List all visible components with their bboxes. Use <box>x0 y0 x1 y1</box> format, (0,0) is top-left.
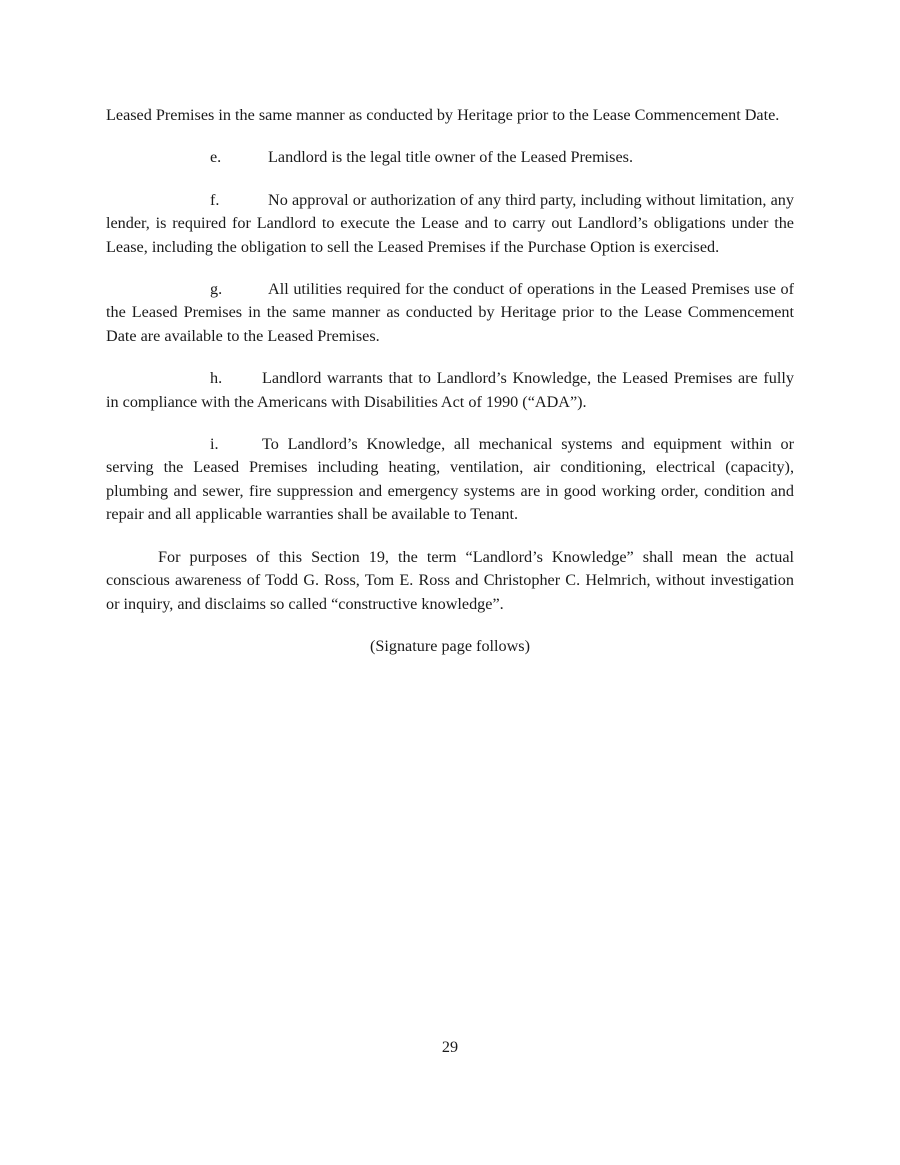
clause-g-marker: g. <box>210 280 223 299</box>
continuation-paragraph: Leased Premises in the same manner as conducted by Heritage prior to the Lease Commencement Date. <box>106 106 780 124</box>
clause-f-marker: f. <box>210 190 220 209</box>
clause-h-text: Landlord warrants that to Landlord’s Knowledge, the Leased Premises are fully in compliance with the Americans with Disabilities Act of 1990 (“ADA”). <box>106 369 794 411</box>
clause-e-text: Landlord is the legal title owner of the Leased Premises. <box>268 148 634 167</box>
clause-g-text: All utilities required for the conduct of operations in the Leased Premises use of the Leased Premises in the same manner as conducted by Heritage prior to the Lease Commencement Date are available to the Leased Premises. <box>106 280 794 345</box>
clause-f-text: No approval or authorization of any third party, including without limitation, any lender, is required for Landlord to execute the Lease and to carry out Landlord’s obligations under the Lease, including the obligation to sell the Leased Premises if the Purchase Option is exercised. <box>106 190 794 256</box>
document-body <box>106 104 794 677</box>
clause-i-marker: i. <box>210 435 219 454</box>
page-number: 29 <box>441 1038 459 1056</box>
clause-e <box>106 146 794 169</box>
clause-f <box>106 189 794 259</box>
clause-g <box>106 278 794 348</box>
clause-i-text: To Landlord’s Knowledge, all mechanical systems and equipment within or serving the Leased Premises including heating, ventilation, air conditioning, electrical (capacity), plumbing and sewer, fire suppression and emergency systems are in good working order, condition and repair and all applicable warranties shall be available to Tenant. <box>106 435 794 524</box>
definition-paragraph: For purposes of this Section 19, the term “Landlord’s Knowledge” shall mean the actual conscious awareness of Todd G. Ross, Tom E. Ross and Christopher C. Helmrich, without investigation or inquiry, and disclaims so called “constructive knowledge”. <box>106 547 794 613</box>
clause-h-marker: h. <box>210 369 223 388</box>
signature-note: (Signature page follows) <box>369 636 531 655</box>
clause-h <box>106 367 794 414</box>
clause-e-marker: e. <box>210 148 222 167</box>
clause-i <box>106 433 794 527</box>
